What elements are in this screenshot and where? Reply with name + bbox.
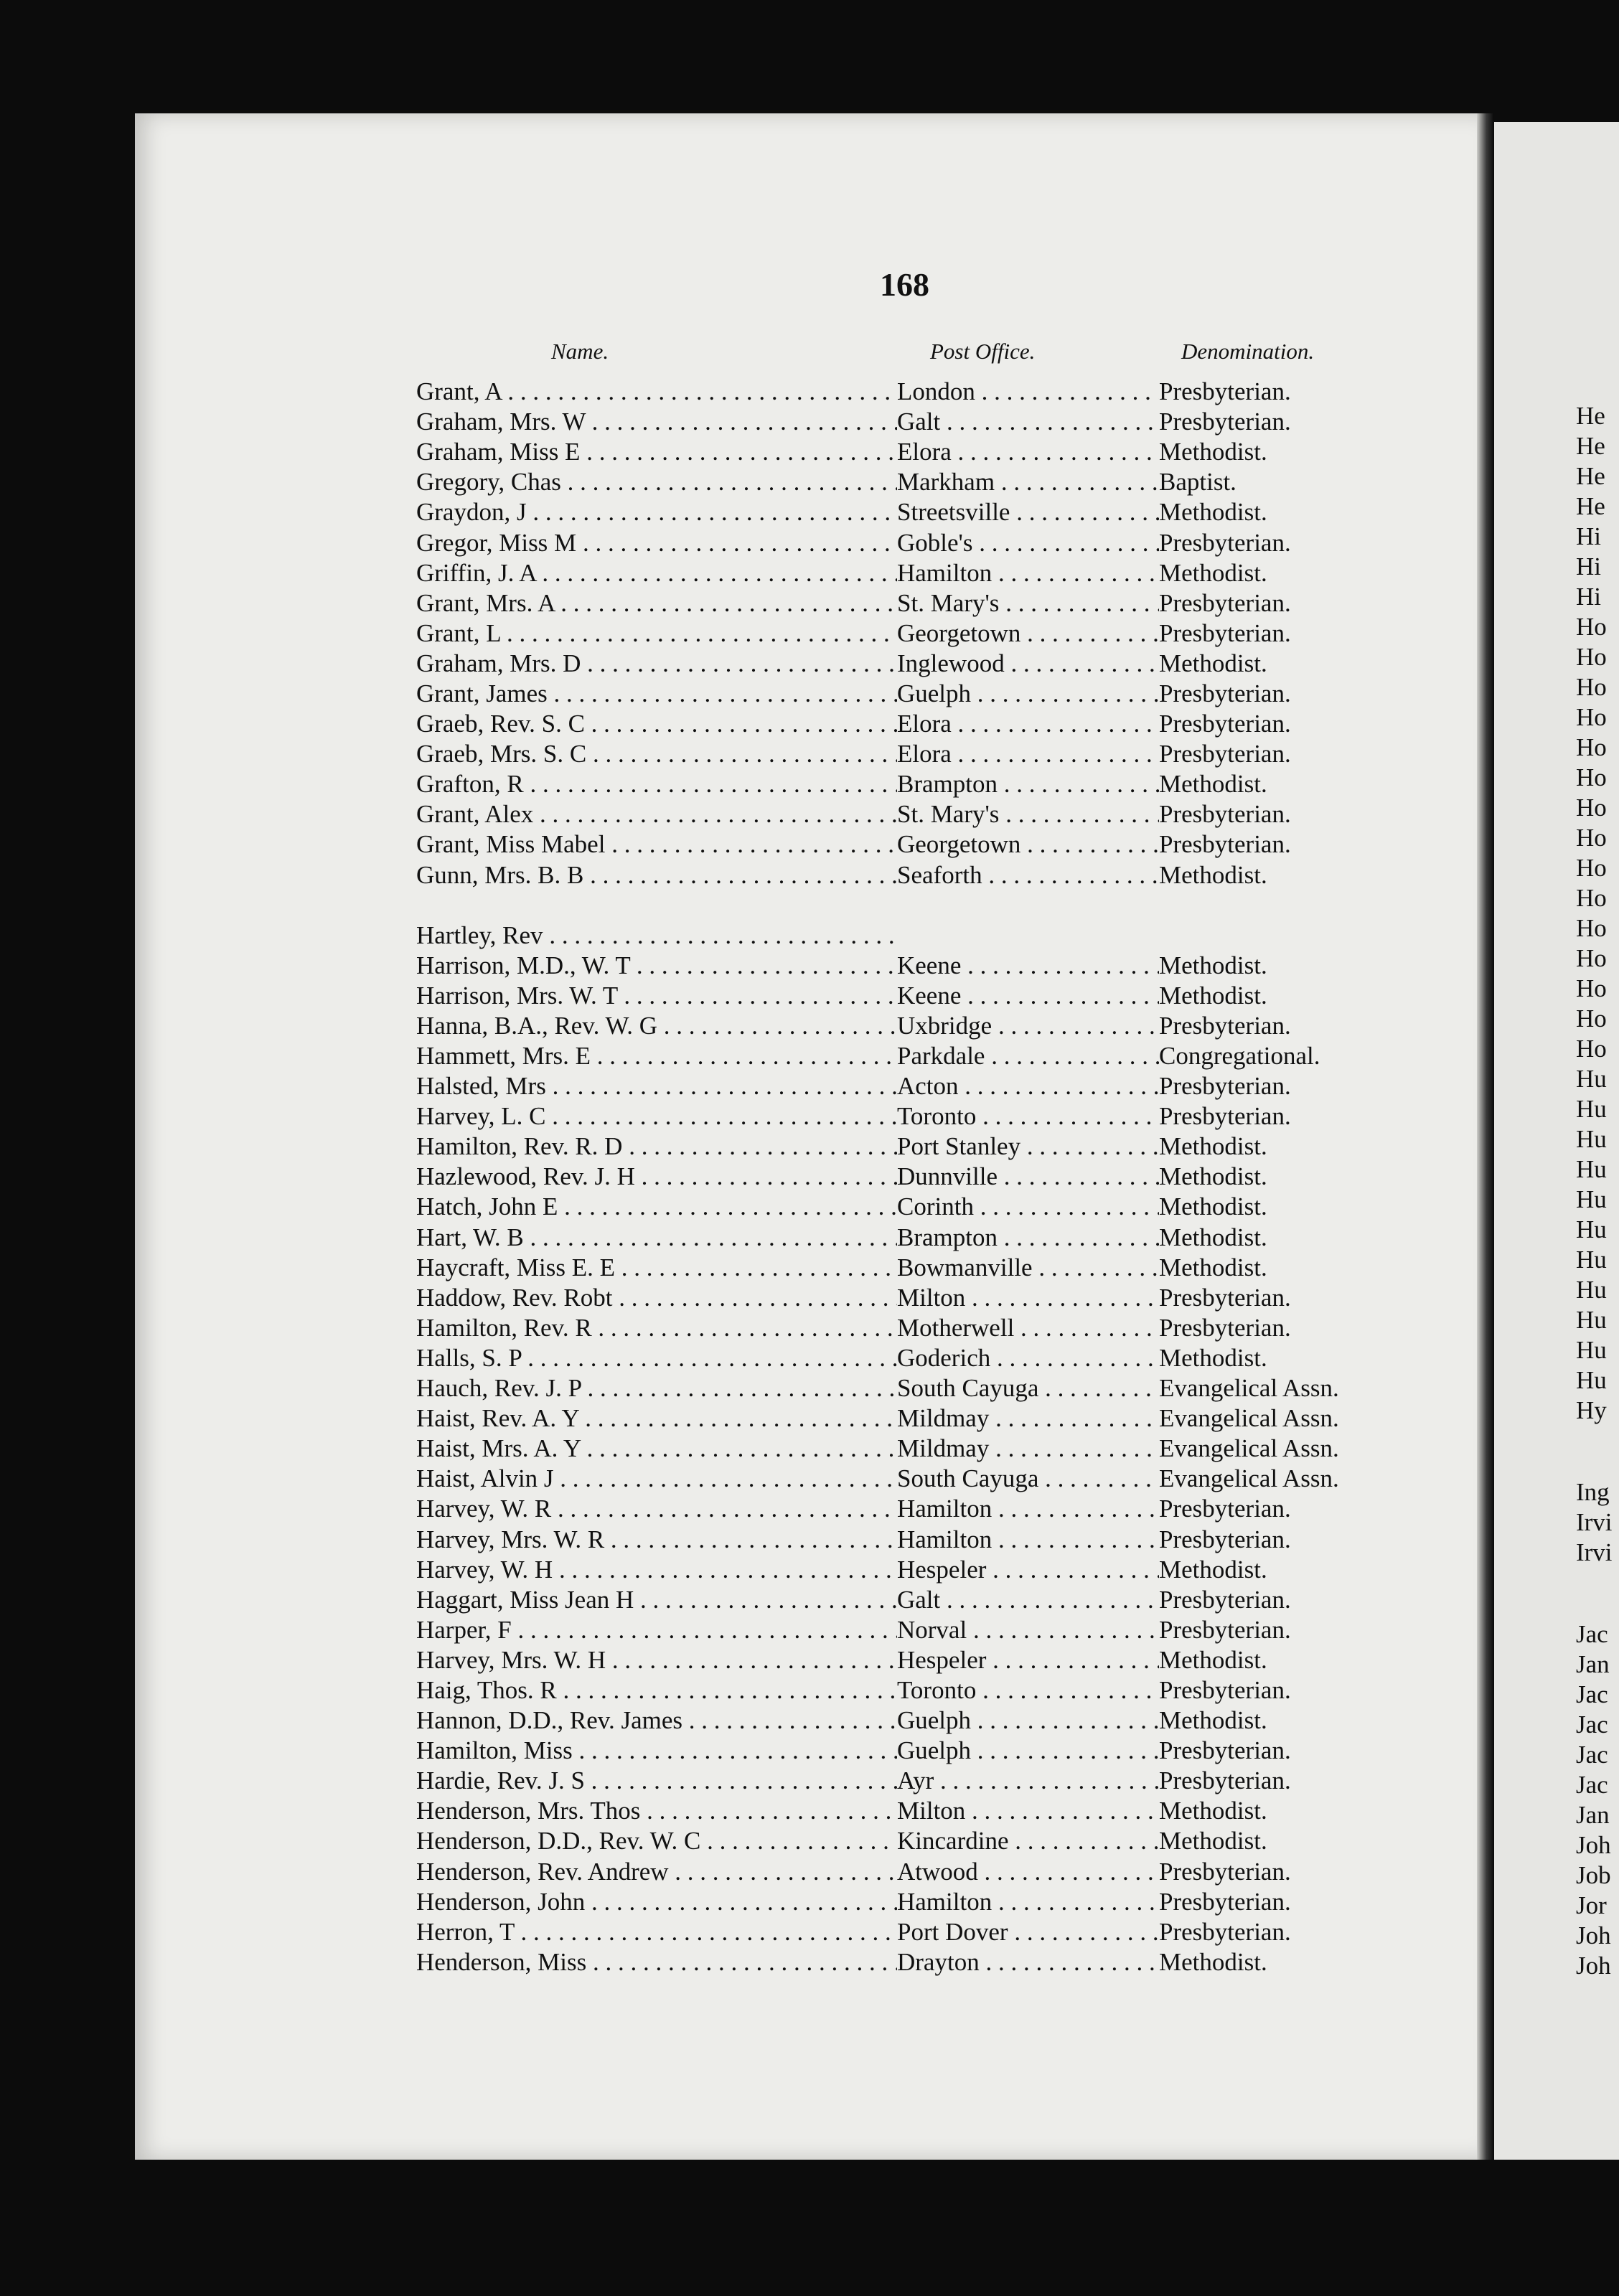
entry-name: Hamilton, Rev. R . . . [416,1314,897,1342]
facing-page-fragment: Jan [1576,1801,1610,1829]
entry-post-office: Seaforth . . . [897,861,1159,890]
facing-page-fragment: Joh [1576,1952,1611,1980]
entry-post-office: Toronto . . . [897,1676,1159,1705]
facing-page-fragment: Jac [1576,1620,1608,1648]
directory-entry [416,558,1421,588]
entry-denomination: Methodist. [1159,1555,1267,1584]
entry-post-office: South Cayuga . . . [897,1464,1159,1493]
entry-post-office: Toronto . . . [897,1102,1159,1131]
directory-entry [416,1645,1421,1675]
entry-denomination: Presbyterian. [1159,830,1291,859]
facing-page-fragment: Hu [1576,1276,1607,1304]
directory-entry [416,588,1421,618]
entry-name: Henderson, D.D., Rev. W. C . . . [416,1827,897,1855]
entry-post-office: Brampton . . . [897,1223,1159,1252]
entry-name: Gregory, Chas . . . [416,468,897,497]
entry-denomination: Evangelical Assn. [1159,1404,1339,1433]
directory-entry [416,1796,1421,1826]
entry-post-office: Elora . . . [897,710,1159,738]
directory-entry [416,1162,1421,1192]
entry-denomination: Methodist. [1159,498,1267,527]
entry-name: Griffin, J. A . . . [416,559,897,588]
entry-post-office: Goble's . . . [897,529,1159,557]
facing-page-fragment: Hy [1576,1396,1607,1424]
entry-denomination: Presbyterian. [1159,1525,1291,1553]
facing-page-fragment: Jan [1576,1650,1610,1678]
directory-entry [416,1585,1421,1615]
entry-post-office: Milton . . . [897,1284,1159,1312]
facing-page-fragment: Hi [1576,522,1601,550]
directory-entry [416,1071,1421,1101]
entry-post-office: Hamilton . . . [897,559,1159,588]
entry-post-office: Hamilton . . . [897,1495,1159,1523]
entry-denomination: Presbyterian. [1159,679,1291,707]
entry-denomination: Methodist. [1159,1827,1267,1855]
entry-post-office: Goderich . . . [897,1344,1159,1373]
entry-post-office: Keene . . . [897,951,1159,980]
entry-denomination: Presbyterian. [1159,408,1291,436]
entry-name: Harvey, L. C . . . [416,1102,897,1131]
entry-post-office: Streetsville . . . [897,498,1159,527]
facing-page-fragment: Ho [1576,703,1607,731]
entry-denomination: Methodist. [1159,1343,1267,1372]
entry-post-office: Hespeler . . . [897,1556,1159,1584]
entry-name: Grant, Miss Mabel . . . [416,830,897,859]
entry-post-office: Acton . . . [897,1072,1159,1101]
directory-entry [416,1887,1421,1917]
entry-name: Harrison, M.D., W. T . . . [416,951,897,980]
directory-entry [416,1403,1421,1434]
directory-entry [416,1343,1421,1373]
entry-post-office: Atwood . . . [897,1858,1159,1886]
directory-entry [416,407,1421,437]
facing-page-fragment: Jac [1576,1771,1608,1799]
entry-denomination: Methodist. [1159,1132,1267,1161]
directory-entry [416,1313,1421,1343]
entry-name: Haddow, Rev. Robt . . . [416,1284,897,1312]
directory-entry [416,1675,1421,1705]
entry-name: Grant, James . . . [416,679,897,708]
book-gutter [1477,113,1493,2160]
facing-page-fragment: Hu [1576,1185,1607,1213]
entry-denomination: Congregational. [1159,1042,1320,1071]
facing-page-fragment: Hi [1576,552,1601,580]
directory-entry [416,1253,1421,1283]
entry-post-office: St. Mary's . . . [897,589,1159,618]
facing-page-fragment: He [1576,492,1605,520]
directory-entry [416,1464,1421,1494]
entry-denomination: Evangelical Assn. [1159,1434,1339,1463]
entry-name: Haist, Alvin J . . . [416,1464,897,1493]
entry-post-office: Ayr . . . [897,1766,1159,1795]
entry-denomination: Methodist. [1159,1223,1267,1251]
directory-entry [416,437,1421,467]
facing-page-fragment: Job [1576,1861,1611,1889]
entry-denomination: Presbyterian. [1159,1283,1291,1312]
entry-name: Halls, S. P . . . [416,1344,897,1373]
entry-name: Hammett, Mrs. E . . . [416,1042,897,1071]
facing-page-fragment: Joh [1576,1921,1611,1949]
directory-entry [416,829,1421,860]
facing-page-fragment: He [1576,462,1605,490]
entry-post-office: Milton . . . [897,1797,1159,1825]
entry-denomination: Methodist. [1159,1253,1267,1281]
facing-page-fragment: Hu [1576,1095,1607,1123]
directory-entry [416,1615,1421,1645]
page-number: 168 [880,266,929,303]
directory-entry [416,739,1421,769]
facing-page-fragment: Hi [1576,583,1601,611]
entry-name: Harvey, W. H . . . [416,1556,897,1584]
directory-entry [416,1434,1421,1464]
entry-name: Hardie, Rev. J. S . . . [416,1766,897,1795]
directory-entry [416,769,1421,799]
entry-name: Gunn, Mrs. B. B . . . [416,861,897,890]
entry-denomination: Methodist. [1159,951,1267,979]
entry-name: Haycraft, Miss E. E . . . [416,1253,897,1282]
facing-page-fragment: Joh [1576,1831,1611,1859]
directory-entry [416,649,1421,679]
entry-name: Halsted, Mrs . . . [416,1072,897,1101]
directory-entry [416,1011,1421,1041]
entry-denomination: Methodist. [1159,860,1267,889]
entry-name: Haist, Rev. A. Y . . . [416,1404,897,1433]
entry-post-office: Uxbridge . . . [897,1012,1159,1040]
entry-name: Hart, W. B . . . [416,1223,897,1252]
directory-entry [416,1131,1421,1162]
entry-denomination: Evangelical Assn. [1159,1464,1339,1493]
entry-denomination: Presbyterian. [1159,1615,1291,1644]
directory-entry [416,1223,1421,1253]
directory-entry [416,497,1421,527]
facing-page-fragment: Ho [1576,884,1607,912]
entry-post-office: Motherwell . . . [897,1314,1159,1342]
entry-post-office: Hespeler . . . [897,1646,1159,1675]
entry-name: Grant, L . . . [416,619,897,648]
entry-name: Herron, T . . . [416,1918,897,1947]
entry-denomination: Presbyterian. [1159,1102,1291,1131]
facing-page-fragment: Hu [1576,1215,1607,1243]
entry-post-office: Mildmay . . . [897,1404,1159,1433]
entry-denomination: Presbyterian. [1159,800,1291,829]
entry-post-office: Inglewood . . . [897,649,1159,678]
entry-post-office: Norval . . . [897,1616,1159,1645]
entry-name: Haggart, Miss Jean H . . . [416,1586,897,1614]
facing-page-fragment: Ho [1576,733,1607,761]
directory-entry [416,1947,1421,1977]
entry-denomination: Presbyterian. [1159,1887,1291,1916]
directory-entry [416,1283,1421,1313]
entry-post-office: Guelph . . . [897,679,1159,708]
directory-entry [416,921,1421,951]
directory-entry [416,1736,1421,1766]
entry-name: Graydon, J . . . [416,498,897,527]
section-gap [416,890,1421,921]
facing-page-fragment: Hu [1576,1366,1607,1394]
facing-page-fragment: Ho [1576,1004,1607,1032]
facing-page-fragment: Ho [1576,944,1607,972]
entry-post-office: Hamilton . . . [897,1525,1159,1554]
entry-post-office: Port Stanley . . . [897,1132,1159,1161]
entry-denomination: Methodist. [1159,981,1267,1010]
facing-page-fragment: Jac [1576,1741,1608,1769]
directory-entry [416,1857,1421,1887]
entry-denomination: Presbyterian. [1159,618,1291,647]
entry-denomination: Methodist. [1159,1162,1267,1191]
entry-denomination: Methodist. [1159,770,1267,799]
entry-name: Graeb, Rev. S. C . . . [416,710,897,738]
entry-denomination: Presbyterian. [1159,1495,1291,1523]
header-denomination: Denomination. [1181,339,1315,364]
directory-entry [416,1826,1421,1856]
entry-denomination: Methodist. [1159,649,1267,677]
facing-page-fragment: Ho [1576,854,1607,882]
entry-name: Grant, Mrs. A . . . [416,589,897,618]
entry-post-office: Corinth . . . [897,1192,1159,1221]
entry-post-office: Elora . . . [897,438,1159,466]
entry-denomination: Methodist. [1159,1797,1267,1825]
entry-post-office: Parkdale . . . [897,1042,1159,1071]
entry-name: Hazlewood, Rev. J. H . . . [416,1162,897,1191]
facing-page-fragment: Irvi [1576,1508,1613,1536]
entry-post-office: Drayton . . . [897,1948,1159,1977]
entry-name: Grant, Alex . . . [416,800,897,829]
entry-post-office: Markham . . . [897,468,1159,497]
entry-post-office: Brampton . . . [897,770,1159,799]
entry-denomination: Methodist. [1159,1645,1267,1674]
entry-name: Graham, Mrs. W . . . [416,408,897,436]
entry-post-office: Kincardine . . . [897,1827,1159,1855]
entry-denomination: Presbyterian. [1159,1011,1291,1040]
entry-name: Gregor, Miss M . . . [416,529,897,557]
entry-post-office: London . . . [897,377,1159,406]
entry-name: Henderson, John . . . [416,1888,897,1916]
entry-denomination: Presbyterian. [1159,1585,1291,1614]
entry-name: Hamilton, Miss . . . [416,1736,897,1765]
entry-post-office: Keene . . . [897,982,1159,1010]
facing-page-fragment: He [1576,432,1605,460]
directory-entry [416,679,1421,709]
entry-name: Henderson, Miss . . . [416,1948,897,1977]
facing-page-fragment: Hu [1576,1065,1607,1093]
directory-entry [416,1917,1421,1947]
entry-post-office: Galt . . . [897,1586,1159,1614]
entry-name: Harrison, Mrs. W. T . . . [416,982,897,1010]
entry-name: Graham, Mrs. D . . . [416,649,897,678]
entry-name: Henderson, Rev. Andrew . . . [416,1858,897,1886]
facing-page-fragment: Ho [1576,613,1607,641]
entry-denomination: Baptist. [1159,468,1236,497]
entry-name: Harper, F . . . [416,1616,897,1645]
entry-post-office: Georgetown . . . [897,619,1159,648]
entry-denomination: Presbyterian. [1159,377,1291,406]
entry-post-office: Port Dover . . . [897,1918,1159,1947]
entry-name: Hannon, D.D., Rev. James . . . [416,1706,897,1735]
facing-page-fragment: Hu [1576,1155,1607,1183]
directory-entry [416,799,1421,829]
entry-denomination: Methodist. [1159,1947,1267,1976]
directory-entry [416,1555,1421,1585]
facing-page-fragment: Ho [1576,824,1607,852]
entry-denomination: Presbyterian. [1159,1736,1291,1765]
facing-page-fragment: Ho [1576,673,1607,701]
entry-name: Haist, Mrs. A. Y . . . [416,1434,897,1463]
facing-page-fragment: Jac [1576,1711,1608,1739]
entry-name: Grafton, R . . . [416,770,897,799]
directory-entry [416,1705,1421,1736]
entry-denomination: Presbyterian. [1159,710,1291,738]
entry-name: Harvey, Mrs. W. H . . . [416,1646,897,1675]
entry-name: Hauch, Rev. J. P . . . [416,1374,897,1403]
facing-page-fragment: Hu [1576,1336,1607,1364]
header-name: Name. [551,339,609,364]
entry-name: Haig, Thos. R . . . [416,1676,897,1705]
entry-name: Grant, A . . . [416,377,897,406]
entry-post-office: Guelph . . . [897,1736,1159,1765]
facing-page-fragment: Irvi [1576,1538,1613,1566]
entry-denomination: Presbyterian. [1159,740,1291,768]
directory-entry [416,951,1421,981]
directory-entry [416,527,1421,557]
facing-page-fragment: Ho [1576,1035,1607,1063]
entry-denomination: Presbyterian. [1159,1072,1291,1101]
directory-entry [416,981,1421,1011]
entry-post-office: Dunnville . . . [897,1162,1159,1191]
directory-entry [416,709,1421,739]
directory-entry [416,467,1421,497]
entry-post-office: Georgetown . . . [897,830,1159,859]
entry-post-office: South Cayuga . . . [897,1374,1159,1403]
entry-denomination: Methodist. [1159,558,1267,587]
entry-post-office: Bowmanville . . . [897,1253,1159,1282]
directory-entry [416,1494,1421,1524]
directory-entry [416,1766,1421,1796]
entry-denomination: Presbyterian. [1159,1766,1291,1795]
entry-denomination: Presbyterian. [1159,528,1291,557]
entry-denomination: Methodist. [1159,1706,1267,1735]
facing-page-fragment: Ho [1576,763,1607,791]
entry-name: Hartley, Rev . . . [416,921,897,950]
entry-post-office: Hamilton . . . [897,1888,1159,1916]
entry-name: Graeb, Mrs. S. C . . . [416,740,897,768]
directory-list [416,377,1421,1977]
entry-post-office: Mildmay . . . [897,1434,1159,1463]
entry-denomination: Methodist. [1159,1192,1267,1221]
facing-page-fragment: Ho [1576,914,1607,942]
facing-page-fragment: He [1576,402,1605,430]
facing-page-fragment: Jor [1576,1891,1607,1919]
facing-page-fragment: Ho [1576,794,1607,822]
entry-post-office: Elora . . . [897,740,1159,768]
facing-page-fragment: Ing [1576,1478,1610,1506]
entry-name: Hamilton, Rev. R. D . . . [416,1132,897,1161]
entry-post-office: St. Mary's . . . [897,800,1159,829]
entry-name: Henderson, Mrs. Thos . . . [416,1797,897,1825]
facing-page-fragment: Hu [1576,1246,1607,1274]
entry-name: Harvey, W. R . . . [416,1495,897,1523]
entry-name: Harvey, Mrs. W. R . . . [416,1525,897,1554]
entry-name: Hatch, John E . . . [416,1192,897,1221]
facing-page-fragment: Ho [1576,643,1607,671]
header-post-office: Post Office. [930,339,1036,364]
facing-page-fragment: Hu [1576,1306,1607,1334]
directory-entry [416,1041,1421,1071]
facing-page-fragment: Ho [1576,974,1607,1002]
entry-denomination: Presbyterian. [1159,1313,1291,1342]
directory-entry [416,1101,1421,1131]
directory-entry [416,1524,1421,1554]
entry-name: Hanna, B.A., Rev. W. G . . . [416,1012,897,1040]
entry-post-office: Guelph . . . [897,1706,1159,1735]
directory-entry [416,377,1421,407]
entry-denomination: Presbyterian. [1159,1857,1291,1886]
entry-denomination: Presbyterian. [1159,1917,1291,1946]
entry-name: Graham, Miss E . . . [416,438,897,466]
entry-denomination: Presbyterian. [1159,1675,1291,1704]
entry-denomination: Methodist. [1159,438,1267,466]
entry-post-office: Galt . . . [897,408,1159,436]
directory-entry [416,1192,1421,1222]
entry-denomination: Presbyterian. [1159,588,1291,617]
directory-entry [416,618,1421,649]
directory-entry [416,860,1421,890]
facing-page-fragment: Jac [1576,1680,1608,1708]
entry-denomination: Evangelical Assn. [1159,1374,1339,1403]
facing-page-fragment: Hu [1576,1125,1607,1153]
directory-entry [416,1373,1421,1403]
